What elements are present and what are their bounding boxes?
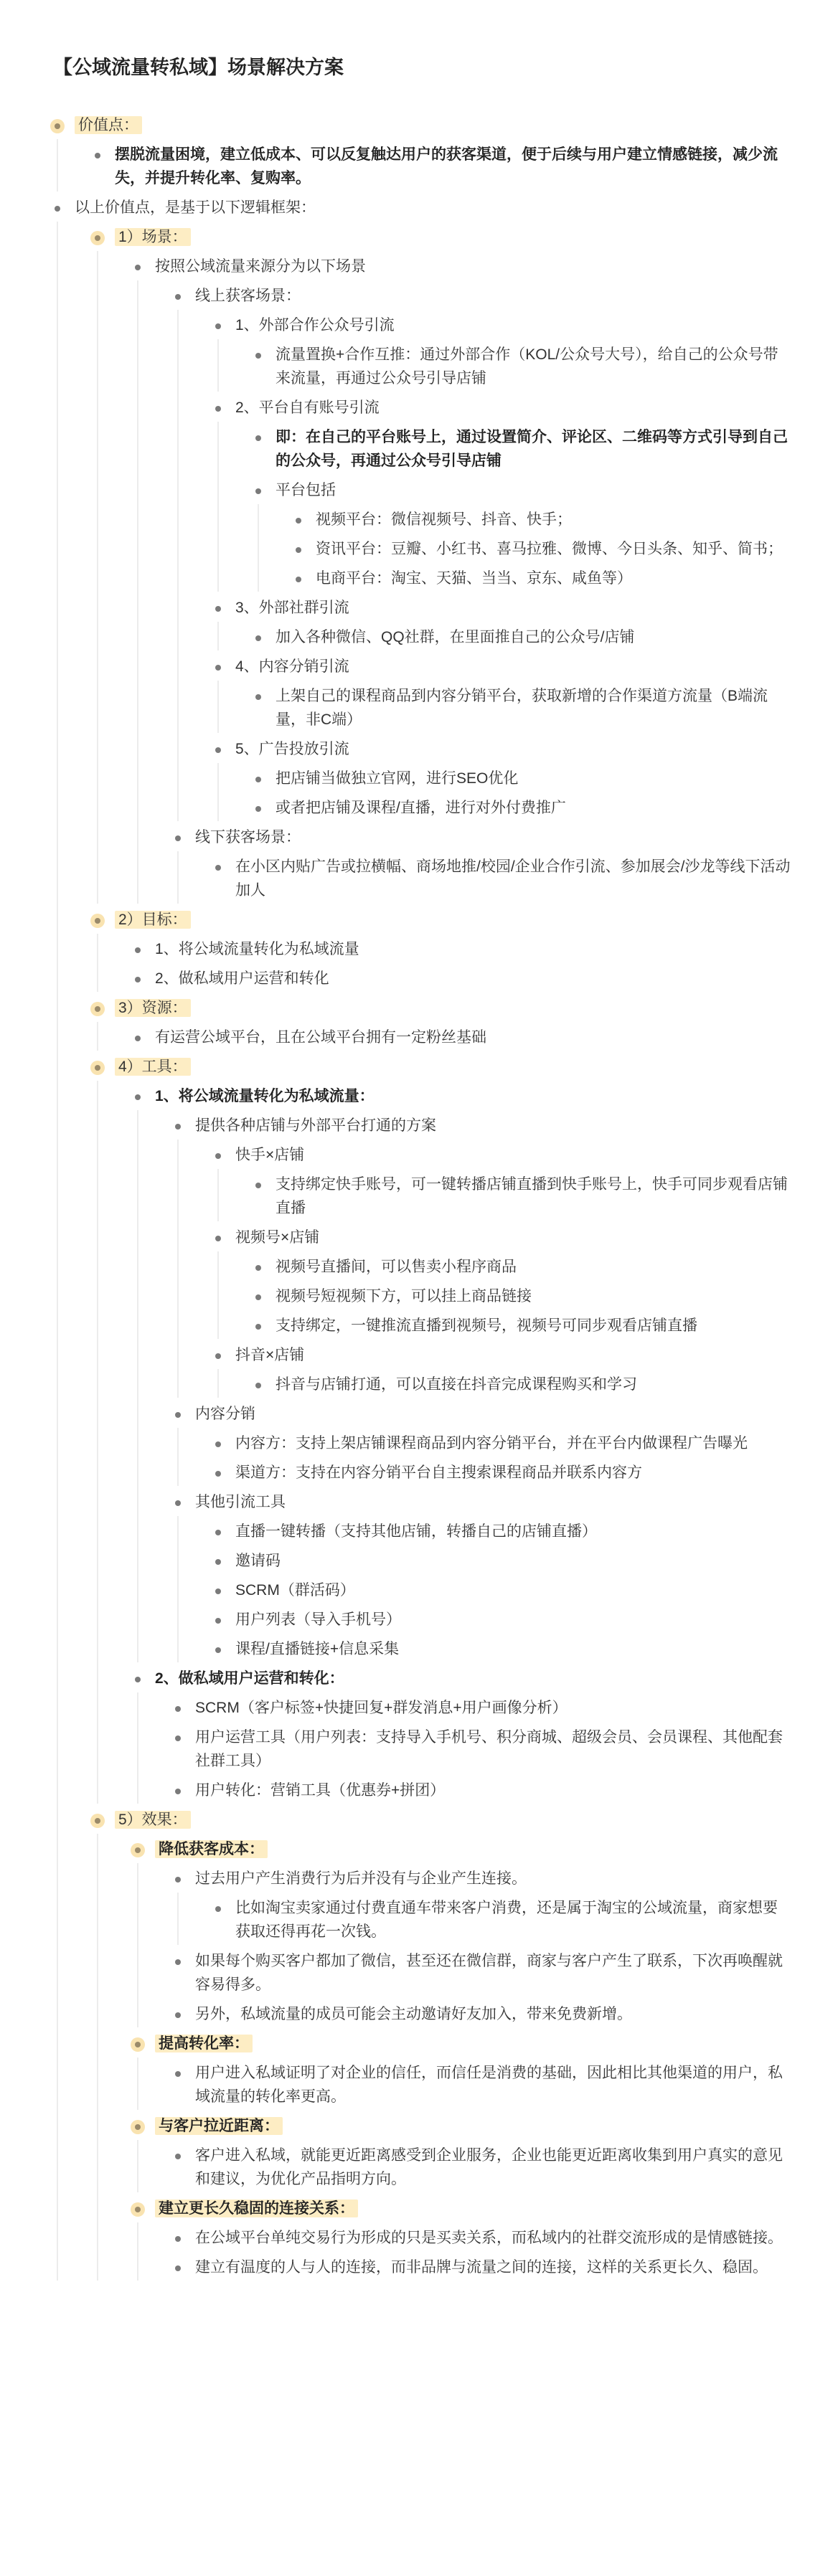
outline-item bbox=[254, 1282, 792, 1311]
outline-children bbox=[93, 934, 792, 993]
outline-row bbox=[214, 593, 792, 622]
outline-text: 支持绑定，一键推流直播到视频号，视频号可同步观看店铺直播 bbox=[276, 1317, 697, 1334]
outline-item bbox=[214, 1546, 792, 1576]
outline-children bbox=[214, 764, 792, 823]
outline-text: 内容方：支持上架店铺课程商品到内容分销平台，并在平台内做课程广告曝光 bbox=[235, 1435, 748, 1452]
outline-item bbox=[53, 193, 792, 2282]
bullet-highlight bbox=[131, 1843, 145, 1857]
outline-children bbox=[93, 1081, 792, 1805]
outline-text: 视频号直播间，可以售卖小程序商品 bbox=[276, 1259, 517, 1275]
outline-item bbox=[93, 993, 792, 1052]
outline-item bbox=[93, 1805, 792, 2282]
outline-text: 课程/直播链接+信息采集 bbox=[235, 1641, 400, 1657]
outline-row bbox=[174, 2141, 792, 2194]
outline-row bbox=[174, 823, 792, 852]
outline-row bbox=[133, 964, 792, 993]
outline-row bbox=[214, 311, 792, 340]
outline-text: 价值点： bbox=[75, 116, 142, 134]
outline-row bbox=[174, 281, 792, 311]
outline-text: 1、外部合作公众号引流 bbox=[235, 317, 395, 333]
outline-item bbox=[214, 852, 792, 905]
outline-row bbox=[93, 1052, 792, 1081]
outline-children bbox=[174, 1429, 792, 1487]
outline-item bbox=[254, 1311, 792, 1340]
outline-item bbox=[214, 1605, 792, 1634]
outline-row bbox=[93, 222, 792, 252]
outline-children bbox=[214, 1170, 792, 1223]
outline-row bbox=[133, 1081, 792, 1111]
outline-children bbox=[133, 2223, 792, 2282]
outline-item bbox=[133, 1081, 792, 1664]
outline-item bbox=[133, 2029, 792, 2111]
outline-row bbox=[133, 1664, 792, 1693]
outline-text: 比如淘宝卖家通过付费直通车带来客户消费，还是属于淘宝的公域流量，商家想要获取还得再花一次钱。 bbox=[235, 1900, 778, 1940]
outline-children bbox=[214, 622, 792, 652]
outline-item bbox=[133, 2111, 792, 2194]
outline-text: 用户进入私域证明了对企业的信任，而信任是消费的基础，因此相比其他渠道的用户，私域流量的转化率更高。 bbox=[195, 2065, 783, 2105]
bullet-highlight bbox=[131, 2120, 145, 2134]
outline-item bbox=[254, 1252, 792, 1282]
outline-children bbox=[53, 222, 792, 2282]
outline-children bbox=[133, 281, 792, 905]
outline-item bbox=[254, 764, 792, 793]
outline-children bbox=[214, 1370, 792, 1399]
outline-text: 视频号×店铺 bbox=[235, 1229, 320, 1246]
outline-row bbox=[214, 1546, 792, 1576]
outline-text: 内容分销 bbox=[195, 1406, 255, 1422]
outline-text: 视频平台：微信视频号、抖音、快手； bbox=[316, 511, 572, 528]
outline-row bbox=[254, 764, 792, 793]
outline-children bbox=[214, 422, 792, 593]
outline-item bbox=[133, 252, 792, 905]
outline-row bbox=[174, 1111, 792, 1140]
outline-item bbox=[174, 281, 792, 823]
outline-item bbox=[133, 1834, 792, 2029]
outline-children bbox=[214, 681, 792, 734]
outline-text: 2、做私域用户运营和转化 bbox=[155, 970, 329, 987]
outline-row bbox=[174, 1487, 792, 1517]
outline-text: 加入各种微信、QQ社群，在里面推自己的公众号/店铺 bbox=[276, 629, 635, 645]
outline-item bbox=[254, 340, 792, 393]
outline-row bbox=[214, 652, 792, 681]
outline-text: 用户列表（导入手机号） bbox=[235, 1611, 401, 1628]
outline-children bbox=[133, 2058, 792, 2111]
outline-item bbox=[254, 422, 792, 475]
outline-text: 抖音与店铺打通，可以直接在抖音完成课程购买和学习 bbox=[276, 1376, 637, 1393]
outline-text: 1、将公域流量转化为私域流量： bbox=[155, 1088, 375, 1104]
outline-row bbox=[133, 2194, 792, 2223]
outline-row bbox=[174, 2058, 792, 2111]
outline-text: 渠道方：支持在内容分销平台自主搜索课程商品并联系内容方 bbox=[235, 1464, 642, 1481]
outline-row bbox=[214, 1634, 792, 1664]
outline-text: 快手×店铺 bbox=[235, 1147, 305, 1163]
outline-children bbox=[174, 311, 792, 823]
outline-item bbox=[214, 1576, 792, 1605]
outline-item bbox=[93, 905, 792, 993]
outline-text: 支持绑定快手账号，可一键转播店铺直播到快手账号上，快手可同步观看店铺直播 bbox=[276, 1176, 788, 1216]
outline-text: 3）资源： bbox=[115, 999, 191, 1017]
outline-row bbox=[174, 1693, 792, 1723]
outline-text: 提供各种店铺与外部平台打通的方案 bbox=[195, 1117, 436, 1134]
outline-row bbox=[254, 475, 792, 505]
outline-text: 按照公域流量来源分为以下场景 bbox=[155, 258, 366, 275]
outline-text: 在公域平台单纯交易行为形成的只是买卖关系，而私域内的社群交流形成的是情感链接。 bbox=[195, 2230, 783, 2246]
outline-row bbox=[214, 1223, 792, 1252]
outline-row bbox=[214, 393, 792, 422]
outline-text: 其他引流工具 bbox=[195, 1494, 286, 1510]
outline-text: 线下获客场景： bbox=[195, 829, 301, 846]
outline-item bbox=[214, 1893, 792, 1946]
outline-row bbox=[133, 934, 792, 964]
outline-text: 或者把店铺及课程/直播，进行对外付费推广 bbox=[276, 800, 566, 816]
outline-item bbox=[254, 1370, 792, 1399]
bullet-highlight bbox=[131, 2202, 145, 2217]
outline-row bbox=[174, 1776, 792, 1805]
outline-children bbox=[133, 1111, 792, 1664]
outline-row bbox=[174, 1399, 792, 1429]
outline-text: 以上价值点，是基于以下逻辑框架： bbox=[75, 199, 316, 216]
outline-row bbox=[254, 1282, 792, 1311]
outline-item bbox=[174, 1111, 792, 1399]
outline-item bbox=[214, 652, 792, 734]
outline-item bbox=[133, 934, 792, 964]
outline-children bbox=[93, 252, 792, 905]
outline-item bbox=[174, 1693, 792, 1723]
outline-text: 流量置换+合作互推：通过外部合作（KOL/公众号大号），给自己的公众号带来流量，再通过公众号引导店铺 bbox=[276, 346, 778, 387]
outline-item bbox=[214, 1429, 792, 1458]
outline-text: 降低获客成本： bbox=[155, 1840, 268, 1858]
outline-row bbox=[214, 1517, 792, 1546]
outline-item bbox=[214, 393, 792, 593]
outline-text: 客户进入私域，就能更近距离感受到企业服务，企业也能更近距离收集到用户真实的意见和建议，为优化产品指明方向。 bbox=[195, 2147, 783, 2187]
outline-item bbox=[254, 475, 792, 593]
outline-text: 另外，私域流量的成员可能会主动邀请好友加入，带来免费新增。 bbox=[195, 2006, 632, 2022]
outline-row bbox=[214, 1429, 792, 1458]
outline-item bbox=[214, 1340, 792, 1399]
outline-row bbox=[133, 252, 792, 281]
outline-row bbox=[214, 1605, 792, 1634]
outline-row bbox=[214, 1576, 792, 1605]
outline-children bbox=[214, 340, 792, 393]
outline-text: 2、做私域用户运营和转化： bbox=[155, 1670, 344, 1687]
outline-text: 1）场景： bbox=[115, 228, 191, 246]
outline-row bbox=[254, 422, 792, 475]
bullet-highlight bbox=[90, 1814, 105, 1828]
outline-item bbox=[254, 622, 792, 652]
outline-item bbox=[214, 1458, 792, 1487]
outline-children bbox=[133, 1693, 792, 1805]
outline-row bbox=[93, 140, 792, 193]
outline-text: 上架自己的课程商品到内容分销平台，获取新增的合作渠道方流量（B端流量，非C端） bbox=[276, 688, 768, 728]
outline-row bbox=[254, 1370, 792, 1399]
outline-row bbox=[254, 622, 792, 652]
outline-row bbox=[174, 1999, 792, 2029]
outline-text: 用户转化：营销工具（优惠券+拼团） bbox=[195, 1782, 446, 1799]
outline-item bbox=[294, 564, 792, 593]
outline-text: 建立有温度的人与人的连接，而非品牌与流量之间的连接，这样的关系更长久、稳固。 bbox=[195, 2259, 768, 2276]
outline-text: 电商平台：淘宝、天猫、当当、京东、咸鱼等） bbox=[316, 570, 632, 587]
outline-children bbox=[174, 1140, 792, 1399]
outline-item bbox=[133, 1664, 792, 1805]
outline-children bbox=[174, 1893, 792, 1946]
outline-item bbox=[93, 140, 792, 193]
outline-item bbox=[174, 2223, 792, 2253]
outline-row bbox=[214, 1140, 792, 1170]
outline-children bbox=[174, 1517, 792, 1664]
outline-row bbox=[53, 110, 792, 140]
outline-row bbox=[214, 1893, 792, 1946]
outline-row bbox=[133, 2029, 792, 2058]
outline-children bbox=[93, 1023, 792, 1052]
outline-item bbox=[254, 793, 792, 823]
outline-text: 摆脱流量困境，建立低成本、可以反复触达用户的获客渠道，便于后续与用户建立情感链接，减少流失，并提升转化率、复购率。 bbox=[115, 146, 778, 186]
outline-children bbox=[214, 1252, 792, 1340]
outline-text: 过去用户产生消费行为后并没有与企业产生连接。 bbox=[195, 1870, 527, 1887]
outline-item bbox=[133, 1023, 792, 1052]
outline-item bbox=[174, 2058, 792, 2111]
outline-row bbox=[93, 993, 792, 1023]
outline-item bbox=[254, 1170, 792, 1223]
outline-children bbox=[53, 140, 792, 193]
outline-text: 5、广告投放引流 bbox=[235, 741, 349, 757]
outline-row bbox=[133, 1023, 792, 1052]
bullet-highlight bbox=[90, 1061, 105, 1075]
outline-text: 提高转化率： bbox=[155, 2035, 253, 2052]
outline-row bbox=[174, 1864, 792, 1893]
outline-children bbox=[133, 1864, 792, 2029]
outline-item bbox=[133, 964, 792, 993]
outline-row bbox=[294, 564, 792, 593]
page-title: 【公域流量转私域】场景解决方案 bbox=[53, 57, 344, 78]
bullet-highlight bbox=[50, 119, 65, 133]
outline-row bbox=[174, 2253, 792, 2282]
outline-text: 线上获客场景： bbox=[195, 288, 301, 304]
outline-row bbox=[294, 534, 792, 564]
outline-item bbox=[174, 823, 792, 905]
outline-row bbox=[254, 793, 792, 823]
outline-children bbox=[93, 1834, 792, 2282]
outline-row bbox=[214, 1340, 792, 1370]
outline-item bbox=[214, 734, 792, 823]
outline-row bbox=[93, 1805, 792, 1834]
outline-text: 用户运营工具（用户列表：支持导入手机号、积分商城、超级会员、会员课程、其他配套社群工具） bbox=[195, 1729, 783, 1769]
outline-item bbox=[214, 1223, 792, 1340]
outline-row bbox=[254, 1170, 792, 1223]
outline-row bbox=[133, 2111, 792, 2141]
outline-row bbox=[174, 2223, 792, 2253]
outline-children bbox=[174, 852, 792, 905]
outline-item bbox=[174, 1776, 792, 1805]
outline-text: 5）效果： bbox=[115, 1811, 191, 1829]
outline-text: 4）工具： bbox=[115, 1058, 191, 1076]
outline-item bbox=[214, 593, 792, 652]
outline-item bbox=[133, 2194, 792, 2282]
outline-row bbox=[214, 852, 792, 905]
outline-row bbox=[254, 340, 792, 393]
outline-row bbox=[254, 1311, 792, 1340]
bullet-highlight bbox=[90, 231, 105, 245]
outline-text: 2、平台自有账号引流 bbox=[235, 399, 380, 416]
outline-item bbox=[174, 1723, 792, 1776]
outline-item bbox=[174, 1399, 792, 1487]
outline-item bbox=[174, 1946, 792, 1999]
outline-row bbox=[254, 681, 792, 734]
outline-text: SCRM（群活码） bbox=[235, 1582, 355, 1599]
outline-row bbox=[133, 1834, 792, 1864]
outline-item bbox=[174, 2253, 792, 2282]
outline-text: 平台包括 bbox=[276, 482, 336, 498]
outline-text: 即：在自己的平台账号上，通过设置简介、评论区、二维码等方式引导到自己的公众号，再通过公众号引导店铺 bbox=[276, 429, 788, 469]
outline-item bbox=[174, 1999, 792, 2029]
outline-row bbox=[174, 1723, 792, 1776]
outline-text: 邀请码 bbox=[235, 1553, 281, 1569]
outline-text: 有运营公域平台，且在公域平台拥有一定粉丝基础 bbox=[155, 1029, 486, 1046]
outline-row bbox=[53, 193, 792, 222]
bullet-highlight bbox=[131, 2037, 145, 2052]
outline-text: 如果每个购买客户都加了微信，甚至还在微信群，商家与客户产生了联系，下次再唤醒就容易得多。 bbox=[195, 1953, 783, 1993]
outline-item bbox=[214, 1517, 792, 1546]
outline-item bbox=[174, 1864, 792, 1946]
outline-text: 在小区内贴广告或拉横幅、商场地推/校园/企业合作引流、参加展会/沙龙等线下活动加人 bbox=[235, 858, 791, 899]
outline-item bbox=[53, 110, 792, 193]
bullet-highlight bbox=[90, 1002, 105, 1016]
outline-row bbox=[93, 905, 792, 934]
outline-children bbox=[254, 505, 792, 593]
outline-row bbox=[294, 505, 792, 534]
outline-item bbox=[174, 1487, 792, 1664]
outline-tree bbox=[53, 110, 792, 2282]
outline-row bbox=[214, 1458, 792, 1487]
outline-item bbox=[214, 311, 792, 393]
outline-text: 视频号短视频下方，可以挂上商品链接 bbox=[276, 1288, 532, 1304]
outline-children bbox=[133, 2141, 792, 2194]
outline-item bbox=[214, 1140, 792, 1223]
outline-text: 资讯平台：豆瓣、小红书、喜马拉雅、微博、今日头条、知乎、简书； bbox=[316, 541, 783, 557]
outline-item bbox=[294, 534, 792, 564]
outline-item bbox=[254, 681, 792, 734]
outline-text: 2）目标： bbox=[115, 911, 191, 929]
outline-text: 4、内容分销引流 bbox=[235, 658, 349, 675]
outline-text: 与客户拉近距离： bbox=[155, 2117, 283, 2135]
outline-item bbox=[93, 222, 792, 905]
outline-text: 把店铺当做独立官网，进行SEO优化 bbox=[276, 770, 519, 787]
outline-row bbox=[174, 1946, 792, 1999]
outline-item bbox=[174, 2141, 792, 2194]
outline-text: SCRM（客户标签+快捷回复+群发消息+用户画像分析） bbox=[195, 1700, 568, 1716]
outline-text: 1、将公域流量转化为私域流量 bbox=[155, 941, 359, 957]
outline-text: 抖音×店铺 bbox=[235, 1347, 305, 1363]
bullet-highlight bbox=[90, 914, 105, 928]
outline-text: 建立更长久稳固的连接关系： bbox=[155, 2199, 358, 2217]
outline-row bbox=[254, 1252, 792, 1282]
outline-row bbox=[214, 734, 792, 764]
outline-item bbox=[93, 1052, 792, 1805]
outline-item bbox=[214, 1634, 792, 1664]
outline-item bbox=[294, 505, 792, 534]
outline-text: 3、外部社群引流 bbox=[235, 600, 349, 616]
outline-text: 直播一键转播（支持其他店铺，转播自己的店铺直播） bbox=[235, 1523, 597, 1540]
